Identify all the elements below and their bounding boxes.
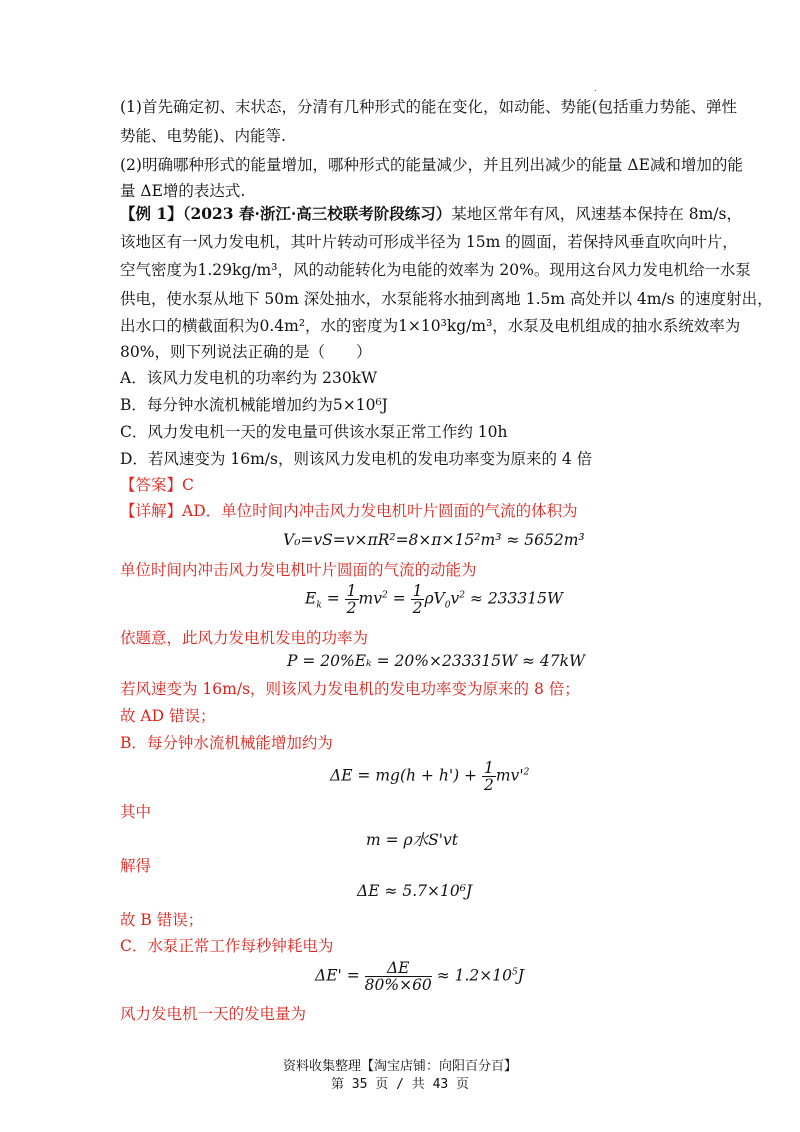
equation-mechanical-energy: ΔE = mg(h + h') + $\frac{1}{2}$ $mv'^2$	[330, 759, 530, 794]
equation-power: P = 20%Eₖ = 20%×233315W ≈ 47kW	[287, 652, 585, 670]
example-line-3: 空气密度为1.29kg/m³，风的动能转化为电能的效率为 20%。现用这台风力发电机给一水泵	[120, 261, 751, 279]
equation-mass: m = ρ水S'vt	[366, 831, 459, 849]
answer: 【答案】C	[120, 476, 194, 494]
intro-line-2: 势能、电势能)、内能等.	[120, 127, 286, 145]
explain-line-5: 故 AD 错误；	[120, 707, 216, 725]
option-a: A．该风力发电机的功率约为 230kW	[120, 369, 378, 387]
explain-line-10: C．水泵正常工作每秒钟耗电为	[120, 937, 334, 955]
option-c: C．风力发电机一天的发电量可供该水泵正常工作约 10h	[120, 423, 508, 441]
explain-line-2: 单位时间内冲击风力发电机叶片圆面的气流的动能为	[120, 561, 477, 579]
example-line-5: 出水口的横截面积为0.4m²，水的密度为1×10³kg/m³，水泵及电机组成的抽水系统效率为	[120, 317, 741, 335]
intro-line-4: 量 ΔE增的表达式.	[120, 182, 246, 200]
example-line-2: 该地区有一风力发电机，其叶片转动可形成半径为 15m 的圆面，若保持风垂直吹向叶片，	[120, 233, 738, 251]
page-dot: .	[594, 84, 597, 93]
explain-line-11: 风力发电机一天的发电量为	[120, 1005, 307, 1023]
option-d: D．若风速变为 16m/s，则该风力发电机的发电功率变为原来的 4 倍	[120, 450, 593, 468]
intro-line-3: (2)明确哪种形式的能量增加，哪种形式的能量减少，并且列出减少的能量 ΔE减和增加的能	[120, 156, 743, 174]
option-b: B．每分钟水流机械能增加约为5×10⁶J	[120, 396, 388, 414]
footer-page-number: 第 35 页 / 共 43 页	[330, 1077, 470, 1092]
example-line-4: 供电，使水泵从地下 50m 深处抽水，水泵能将水抽到离地 1.5m 高处并以 4m/s 的速度射出，	[120, 290, 773, 308]
equation-delta-e-result: ΔE ≈ 5.7×10⁶J	[357, 882, 473, 900]
example-line-1: 某地区常年有风，风速基本保持在 8m/s，	[451, 205, 742, 223]
footer-source: 资料收集整理【淘宝店铺：向阳百分百】	[282, 1059, 517, 1074]
example-source: （2023 春·浙江·高三校联考阶段练习）	[182, 204, 452, 223]
explain-line-1: 【详解】AD．单位时间内冲击风力发电机叶片圆面的气流的体积为	[120, 502, 578, 520]
example-tag: 【例 1】	[120, 204, 183, 223]
explain-line-3: 依题意，此风力发电机发电的功率为	[120, 629, 369, 647]
equation-kinetic-energy: $E_k$ = $\frac{1}{2}$ $mv^2$ = $\frac{1}{2}$ $\rho V_0v^2 \approx 233315W$	[305, 582, 563, 617]
equation-volume: V₀=vS=v×πR²=8×π×15²m³ ≈ 5652m³	[283, 531, 585, 549]
example-header	[120, 204, 742, 224]
equation-power-per-second: ΔE' = $\frac{\Delta E}{80\%\times 60}$ ≈ $1.2\times 10^5J$	[315, 959, 524, 994]
explain-line-4: 若风速变为 16m/s，则该风力发电机的发电功率变为原来的 8 倍；	[120, 680, 580, 698]
explain-line-8: 解得	[120, 857, 152, 875]
explain-line-7: 其中	[120, 803, 152, 821]
explain-line-6: B．每分钟水流机械能增加约为	[120, 734, 333, 752]
intro-line-1: (1)首先确定初、末状态，分清有几种形式的能在变化，如动能、势能(包括重力势能、弹性	[120, 98, 738, 116]
example-line-6: 80%，则下列说法正确的是（ ）	[120, 343, 372, 361]
explain-line-9: 故 B 错误；	[120, 911, 204, 929]
